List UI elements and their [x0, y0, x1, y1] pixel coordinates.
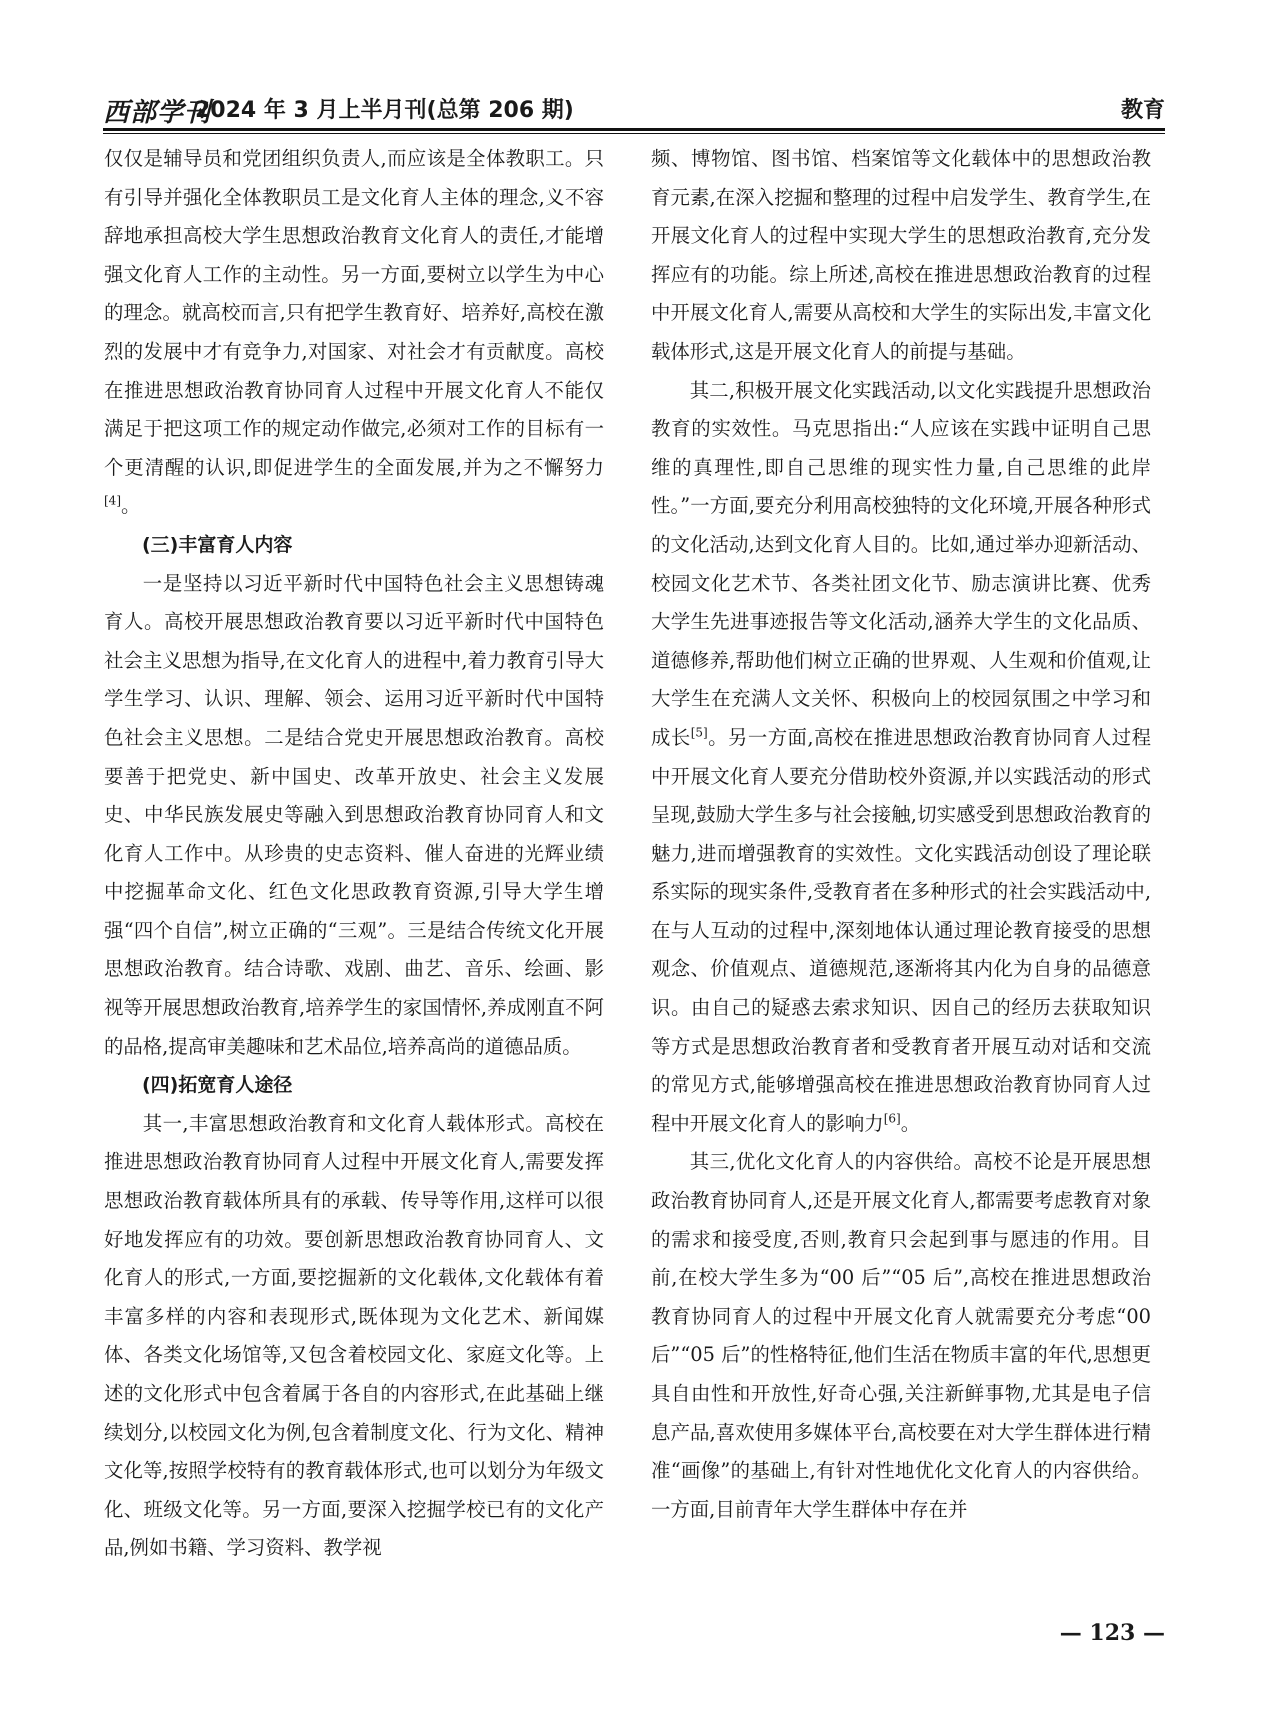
paragraph-end: 。: [900, 1111, 921, 1135]
paragraph-text: 其二,积极开展文化实践活动,以文化实践提升思想政治教育的实效性。马克思指出:“人应该在实践中证明自己思维的真理性,即自己思维的现实性力量,自己思维的此岸性。”一方面,要充分利用高校独特的文化环境,开展各种形式的文化活动,达到文化育人目的。比如,通过举办迎新活动、校园文化艺术节、各类社团文化节、励志演讲比赛、优秀大学生先进事迹报告等文化活动,涵养大学生的文化品质、道德修养,帮助他们树立正确的世界观、人生观和价值观,让大学生在充满人文关怀、积极向上的校园氛围之中学习和成长: [651, 378, 1151, 749]
paragraph-end: 。: [121, 494, 141, 518]
paragraph: 其三,优化文化育人的内容供给。高校不论是开展思想政治教育协同育人,还是开展文化育人,都需要考虑教育对象的需求和接受度,否则,教育只会起到事与愿违的作用。目前,在校大学生多为“00 后”“05 后”,高校在推进思想政治教育协同育人的过程中开展文化育人就需要充分考虑“00 后”“05 后”的性格特征,他们生活在物质丰富的年代,思想更具自由性和开放性,好奇心强,关注新鲜事物,尤其是电子信息产品,喜欢使用多媒体平台,高校要在对大学生群体进行精准“画像”的基础上,有针对性地优化文化育人的内容供给。一方面,目前青年大学生群体中存在并: [651, 1150, 1151, 1521]
right-column: [651, 140, 1151, 1529]
citation-mark: [5]: [690, 725, 708, 740]
page-header: [103, 88, 1165, 128]
paragraph: 一是坚持以习近平新时代中国特色社会主义思想铸魂育人。高校开展思想政治教育要以习近平新时代中国特色社会主义思想为指导,在文化育人的进程中,着力教育引导大学生学习、认识、理解、领会、运用习近平新时代中国特色社会主义思想。二是结合党史开展思想政治教育。高校要善于把党史、新中国史、改革开放史、社会主义发展史、中华民族发展史等融入到思想政治教育协同育人和文化育人工作中。从珍贵的史志资料、催人奋进的光辉业绩中挖掘革命文化、红色文化思政教育资源,引导大学生增强“四个自信”,树立正确的“三观”。三是结合传统文化开展思想政治教育。结合诗歌、戏剧、曲艺、音乐、绘画、影视等开展思想政治教育,培养学生的家国情怀,养成刚直不阿的品格,提高审美趣味和艺术品位,培养高尚的道德品质。: [104, 571, 604, 1058]
paragraph: [651, 372, 1151, 1144]
citation-mark: [4]: [104, 493, 121, 508]
paragraph-text: 。另一方面,高校在推进思想政治教育协同育人过程中开展文化育人要充分借助校外资源,并以实践活动的形式呈现,鼓励大学生多与社会接触,切实感受到思想政治教育的魅力,进而增强教育的实效性。文化实践活动创设了理论联系实际的现实条件,受教育者在多种形式的社会实践活动中,在与人互动的过程中,深刻地体认通过理论教育接受的思想观念、价值观点、道德规范,逐渐将其内化为自身的品德意识。由自己的疑惑去索求知识、因自己的经历去获取知识等方式是思想政治教育者和受教育者开展互动对话和交流的常见方式,能够增强高校在推进思想政治教育协同育人过程中开展文化育人的影响力: [651, 725, 1151, 1135]
header-rule: [103, 128, 1165, 131]
paragraph: [104, 140, 604, 526]
citation-mark: [6]: [883, 1111, 901, 1126]
section-heading: (四)拓宽育人途径: [142, 1074, 293, 1097]
paragraph: 其一,丰富思想政治教育和文化育人载体形式。高校在推进思想政治教育协同育人过程中开展文化育人,需要发挥思想政治教育载体所具有的承载、传导等作用,这样可以很好地发挥应有的功效。要创新思想政治教育协同育人、文化育人的形式,一方面,要挖掘新的文化载体,文化载体有着丰富多样的内容和表现形式,既体现为文化艺术、新闻媒体、各类文化场馆等,又包含着校园文化、家庭文化等。上述的文化形式中包含着属于各自的内容形式,在此基础上继续划分,以校园文化为例,包含着制度文化、行为文化、精神文化等,按照学校特有的教育载体形式,也可以划分为年级文化、班级文化等。另一方面,要深入挖掘学校已有的文化产品,例如书籍、学习资料、教学视: [104, 1111, 604, 1560]
left-column: [104, 140, 604, 1568]
paragraph-text: 仅仅是辅导员和党团组织负责人,而应该是全体教职工。只有引导并强化全体教职员工是文化育人主体的理念,义不容辞地承担高校大学生思想政治教育文化育人的责任,才能增强文化育人工作的主动性。另一方面,要树立以学生为中心的理念。就高校而言,只有把学生教育好、培养好,高校在激烈的发展中才有竞争力,对国家、对社会才有贡献度。高校在推进思想政治教育协同育人过程中开展文化育人不能仅满足于把这项工作的规定动作做完,必须对工作的目标有一个更清醒的认识,即促进学生的全面发展,并为之不懈努力: [104, 147, 604, 479]
section-name: 教育: [1120, 98, 1165, 123]
page-number: — 123 —: [1059, 1620, 1165, 1646]
section-heading: (三)丰富育人内容: [142, 533, 293, 556]
paragraph: 频、博物馆、图书馆、档案馆等文化载体中的思想政治教育元素,在深入挖掘和整理的过程中启发学生、教育学生,在开展文化育人的过程中实现大学生的思想政治教育,充分发挥应有的功能。综上所述,高校在推进思想政治教育的过程中开展文化育人,需要从高校和大学生的实际出发,丰富文化载体形式,这是开展文化育人的前提与基础。: [651, 147, 1151, 363]
journal-logo: 西部学刊: [103, 98, 212, 128]
issue-info: 2024 年 3 月上半月刊(总第 206 期): [195, 98, 574, 123]
header-rule-thin: [103, 133, 1165, 134]
